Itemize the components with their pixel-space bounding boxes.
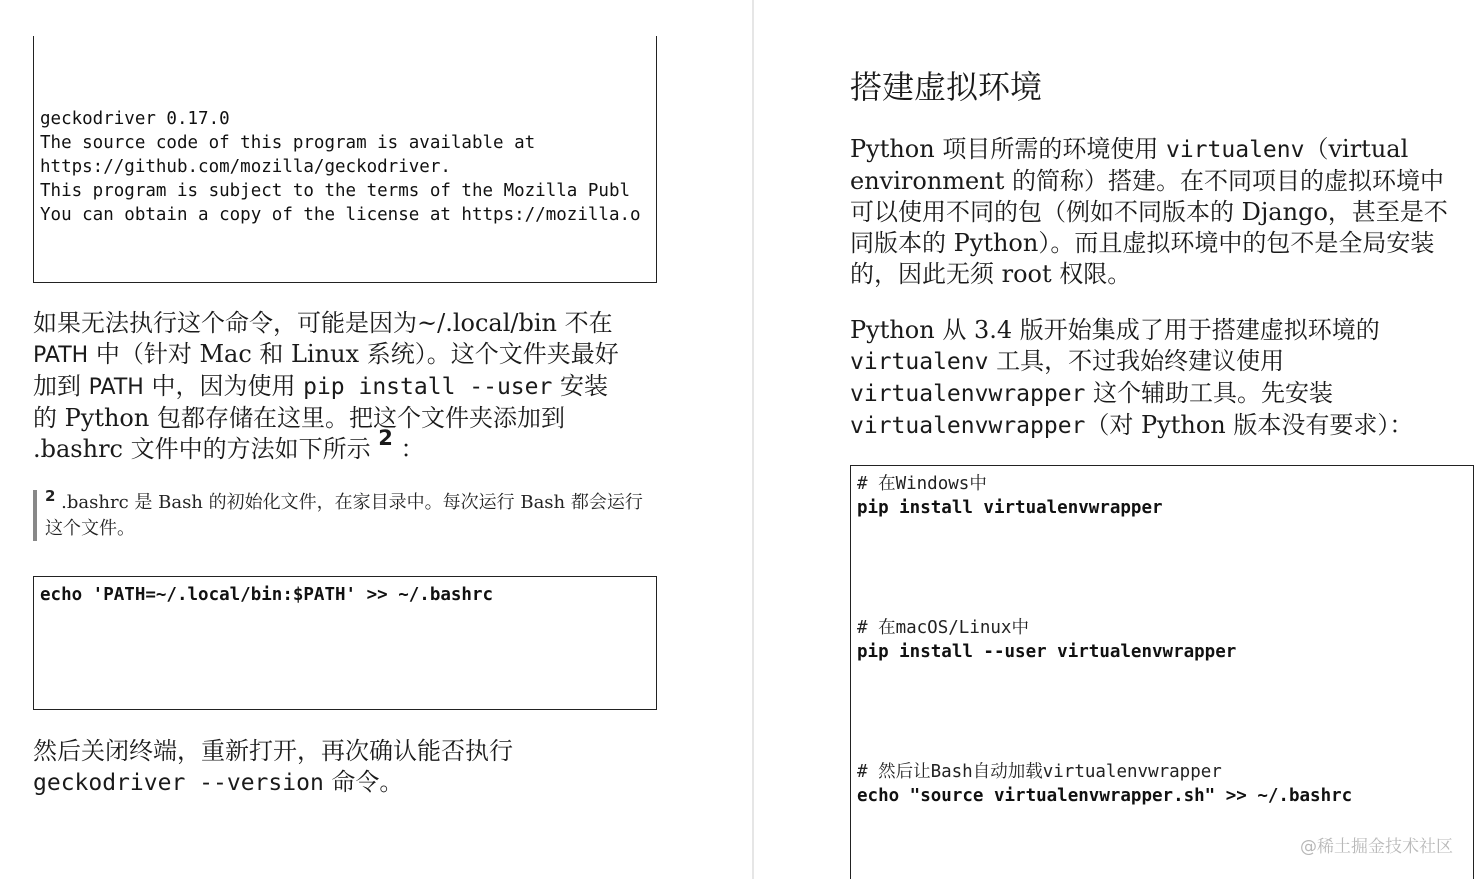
- code-block-bashrc: [33, 576, 657, 710]
- code-comment: # 在macOS/Linux中: [857, 618, 1029, 638]
- code-line: This program is subject to the terms of the Mozilla Publ: [40, 181, 631, 201]
- code-block-geckodriver-version: [33, 36, 657, 283]
- text-line: 然后关闭终端，重新打开，再次确认能否执行: [33, 737, 513, 765]
- code-line: geckodriver 0.17.0: [40, 109, 230, 129]
- footnote-text: .bashrc 是 Bash 的初始化文件，在家目录中。每次运行 Bash 都会运行这个文件。: [45, 492, 643, 539]
- code-line: pip install --user virtualenvwrapper: [857, 642, 1237, 662]
- text-line: .bashrc 文件中的方法如下所示 2 ：: [33, 426, 425, 463]
- footnote-ref[interactable]: 2: [378, 426, 393, 450]
- code-line: echo 'PATH=~/.local/bin:$PATH' >> ~/.bashrc: [40, 585, 494, 605]
- paragraph-path-instructions: [33, 308, 673, 466]
- section-heading: 搭建虚拟环境: [850, 68, 1043, 106]
- code-line: pip install virtualenvwrapper: [857, 498, 1163, 518]
- text-line: 加到 PATH 中，因为使用 pip install --user 安装: [33, 372, 608, 400]
- text-line: geckodriver --version 命令。: [33, 768, 404, 796]
- paragraph-virtualenv-intro: Python 项目所需的环境使用 virtualenv（virtual environment 的简称）搭建。在不同项目的虚拟环境中可以使用不同的包（例如不同版本的 Django，甚至是不同版本的 Python）。而且虚拟环境中的包不是全局安装的，因此无须 root 权限。: [850, 135, 1448, 288]
- code-comment: # 在Windows中: [857, 474, 987, 494]
- text-line: PATH 中（针对 Mac 和 Linux 系统）。这个文件夹最好: [33, 340, 619, 368]
- right-page: [754, 0, 1477, 879]
- text-line: 的 Python 包都存储在这里。把这个文件夹添加到: [33, 404, 565, 432]
- code-comment: # 然后让Bash自动加载virtualenvwrapper: [857, 762, 1222, 782]
- footnote: [33, 487, 653, 541]
- text-line: Python 从 3.4 版开始集成了用于搭建虚拟环境的: [850, 316, 1380, 344]
- text-line: 如果无法执行这个命令，可能是因为~/.local/bin 不在: [33, 309, 613, 337]
- code-line: https://github.com/mozilla/geckodriver.: [40, 157, 451, 177]
- footnote-number: 2: [45, 487, 56, 505]
- paragraph-restart-terminal: [33, 736, 673, 799]
- code-line: The source code of this program is available at: [40, 133, 536, 153]
- code-block-install-virtualenvwrapper: [850, 465, 1474, 879]
- code-line: echo "source virtualenvwrapper.sh" >> ~/.bashrc: [857, 786, 1353, 806]
- watermark: @稀土掘金技术社区: [1300, 837, 1453, 857]
- text-line: virtualenv 工具，不过我始终建议使用: [850, 347, 1285, 375]
- text-line: virtualenvwrapper 这个辅助工具。先安装: [850, 379, 1334, 407]
- code-line: You can obtain a copy of the license at https://mozilla.o: [40, 205, 641, 225]
- text-line: virtualenvwrapper（对 Python 版本没有要求）：: [850, 411, 1414, 439]
- paragraph-virtualenvwrapper: [850, 315, 1462, 442]
